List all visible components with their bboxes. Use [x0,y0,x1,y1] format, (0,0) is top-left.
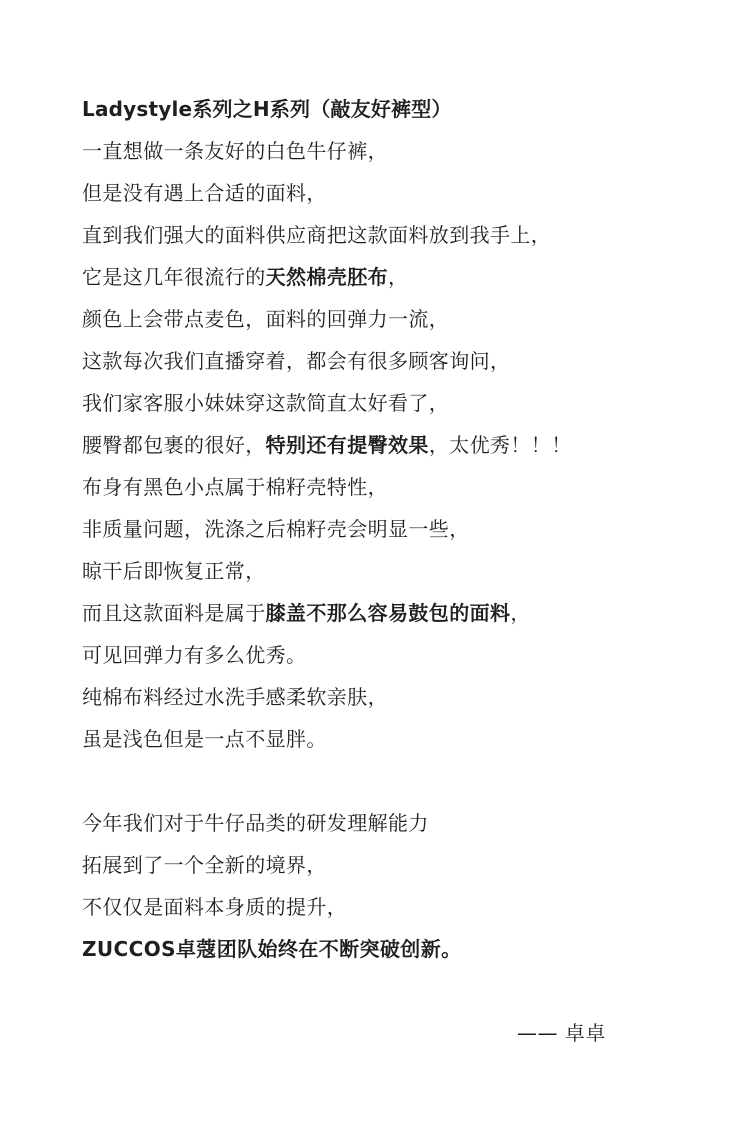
body-text: ， [388,265,409,289]
body-text: ，太优秀！！！ [428,433,572,457]
body-text: 腰臀都包裹的很好， [82,433,266,457]
paragraph-2 [82,802,682,970]
text-line [82,340,682,382]
body-text: 这款每次我们直播穿着，都会有很多顾客询问， [82,349,511,373]
article [82,88,682,970]
body-text: 而且这款面料是属于 [82,601,266,625]
text-line [82,844,682,886]
text-line [82,508,682,550]
body-text: 颜色上会带点麦色，面料的回弹力一流， [82,307,450,331]
body-text: 可见回弹力有多么优秀。 [82,643,307,667]
body-text: ， [510,601,531,625]
emphasized-text: 特别还有提臀效果 [265,433,429,457]
body-text: 纯棉布料经过水洗手感柔软亲肤， [82,685,388,709]
body-text: 布身有黑色小点属于棉籽壳特性， [82,475,388,499]
body-text: 非质量问题，洗涤之后棉籽壳会明显一些， [82,517,470,541]
body-text: 一直想做一条友好的白色牛仔裤， [82,139,388,163]
signature: —— 卓卓 [517,1021,606,1045]
text-line [82,298,682,340]
text-line [82,550,682,592]
body-text: 直到我们强大的面料供应商把这款面料放到我手上， [82,223,552,247]
article-title: Ladystyle系列之H系列（敲友好裤型） [82,97,452,121]
emphasized-text: 膝盖不那么容易鼓包的面料 [265,601,511,625]
text-line [82,928,682,970]
text-line [82,214,682,256]
text-line [82,592,682,634]
body-text: 今年我们对于牛仔品类的研发理解能力 [82,811,429,835]
emphasized-text: 天然棉壳胚布 [265,265,389,289]
text-line [82,802,682,844]
body-text: 它是这几年很流行的 [82,265,266,289]
text-line [82,130,682,172]
body-text: 晾干后即恢复正常， [82,559,266,583]
body-text: 不仅仅是面料本身质的提升， [82,895,348,919]
text-line [82,886,682,928]
text-line [82,466,682,508]
body-text: 我们家客服小妹妹穿这款简直太好看了， [82,391,450,415]
text-line [82,634,682,676]
text-line [82,424,682,466]
body-text: 拓展到了一个全新的境界， [82,853,327,877]
body-text: 虽是浅色但是一点不显胖。 [82,727,327,751]
text-line [82,172,682,214]
text-line [82,382,682,424]
body-text: 但是没有遇上合适的面料， [82,181,327,205]
text-line [82,256,682,298]
emphasized-text: ZUCCOS卓蔻团队始终在不断突破创新。 [82,937,462,961]
paragraph-gap [82,760,682,802]
text-line [82,676,682,718]
paragraph-1 [82,130,682,760]
text-line [82,718,682,760]
